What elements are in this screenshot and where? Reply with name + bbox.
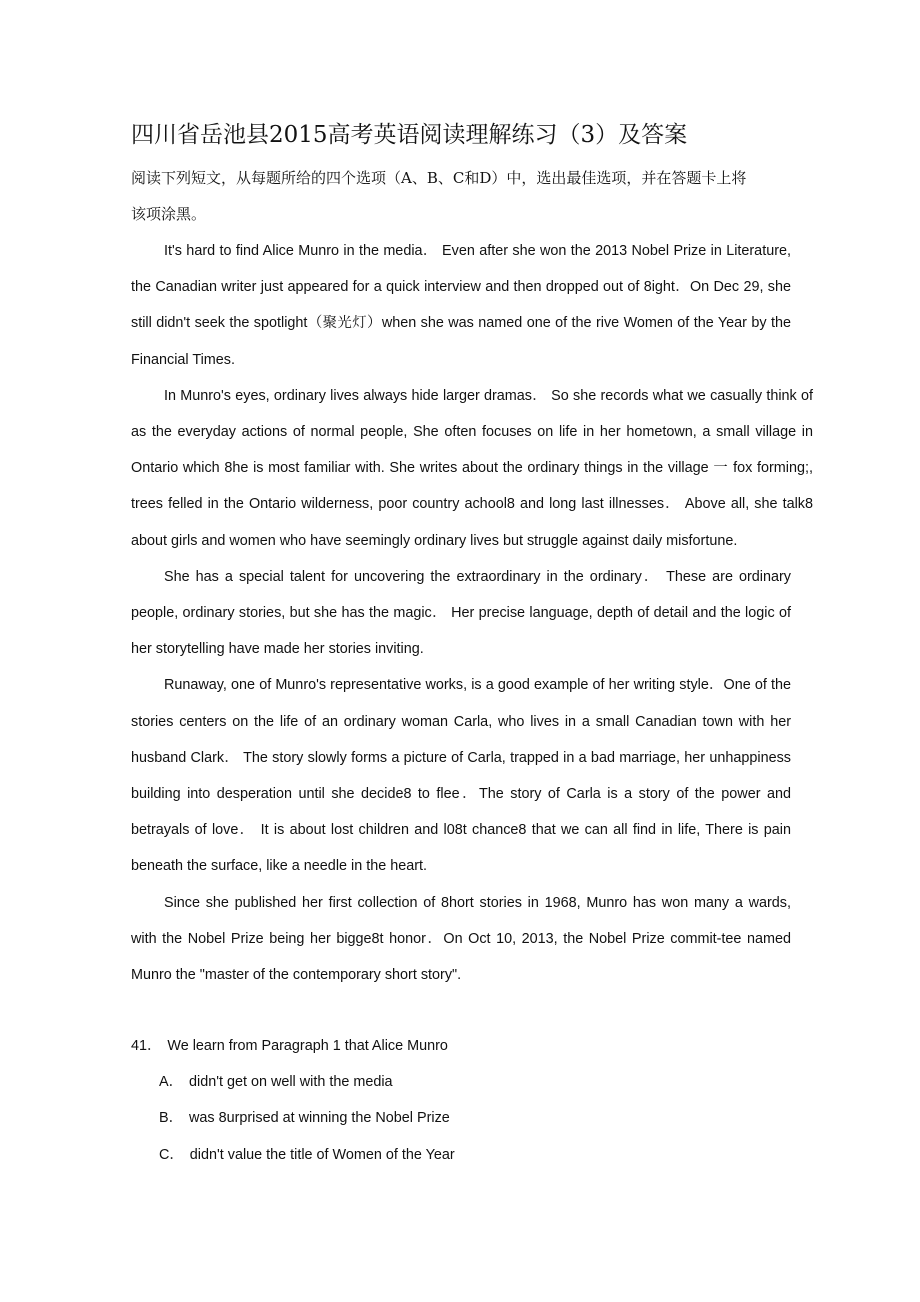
- option-letter: B．: [159, 1110, 183, 1127]
- passage-paragraph-5: Since she published her first collection of 8hort stories in 1968, Munro has won many a wards, with the Nobel Prize being her bigge8t honor．On Oct 10, 2013, the Nobel Prize commit-tee named Munro the "master of the contemporary short story".: [131, 894, 791, 984]
- passage-paragraph-4: Runaway, one of Munro's representative works, is a good example of her writing style．One of the stories centers on the life of an ordinary woman Carla, who lives in a small Canadian town with her husband Clark． The story slowly forms a picture of Carla, trapped in a bad marriage, her unhappiness building into desperation until she decide8 to flee．The story of Carla is a story of the power and betrayals of love． It is about lost children and l08t chance8 that we can all find in life, There is pain beneath the surface, like a needle in the heart.: [131, 677, 791, 875]
- option-c: [131, 1137, 791, 1173]
- option-letter: C．: [159, 1146, 184, 1163]
- option-text: didn't value the title of Women of the Year: [189, 1146, 455, 1163]
- option-letter: A．: [159, 1074, 183, 1091]
- option-b: [131, 1100, 791, 1136]
- passage-paragraph-3: She has a special talent for uncovering the extraordinary in the ordinary． These are ordinary people, ordinary stories, but she has the magic． Her precise language, depth of detail and the logic of her storytelling have made her stories inviting.: [131, 568, 791, 658]
- option-text: was 8urprised at winning the Nobel Prize: [189, 1110, 450, 1127]
- option-text: didn't get on well with the media: [189, 1074, 393, 1091]
- passage-paragraph-1: It's hard to find Alice Munro in the media． Even after she won the 2013 Nobel Prize in Literature, the Canadian writer just appeared for a quick interview and then dropped out of 8ight．On Dec 29, she still didn't seek the spotlight（聚光灯）when she was named one of the rive Women of the Year by the Financial Times.: [131, 243, 791, 368]
- instructions-line-1: 阅读下列短文，从每题所给的四个选项（A、B、C和D）中，选出最佳选项，并在答题卡上将: [131, 169, 747, 187]
- option-a: [131, 1064, 791, 1100]
- reading-passage: [131, 233, 813, 993]
- passage-paragraph-2: In Munro's eyes, ordinary lives always hide larger dramas． So she records what we casually think of as the everyday actions of normal people, She often focuses on life in her hometown, a small village in Ontario which 8he is most familiar with. She writes about the ordinary things in the village 一 fox forming;, trees felled in the Ontario wilderness, poor country achool8 and long last illnesses． Above all, she talk8 about girls and women who have seemingly ordinary lives but struggle against daily misfortune.: [131, 387, 813, 549]
- question-stem: We learn from Paragraph 1 that Alice Munro: [167, 1038, 448, 1054]
- question-block: [131, 1028, 791, 1173]
- document-title: 四川省岳池县2015高考英语阅读理解练习（3）及答案: [131, 122, 688, 148]
- instructions-line-2: 该项涂黑。: [131, 205, 207, 223]
- question-number: 41．: [131, 1038, 162, 1054]
- instructions: [131, 160, 801, 232]
- question-41: [131, 1028, 791, 1064]
